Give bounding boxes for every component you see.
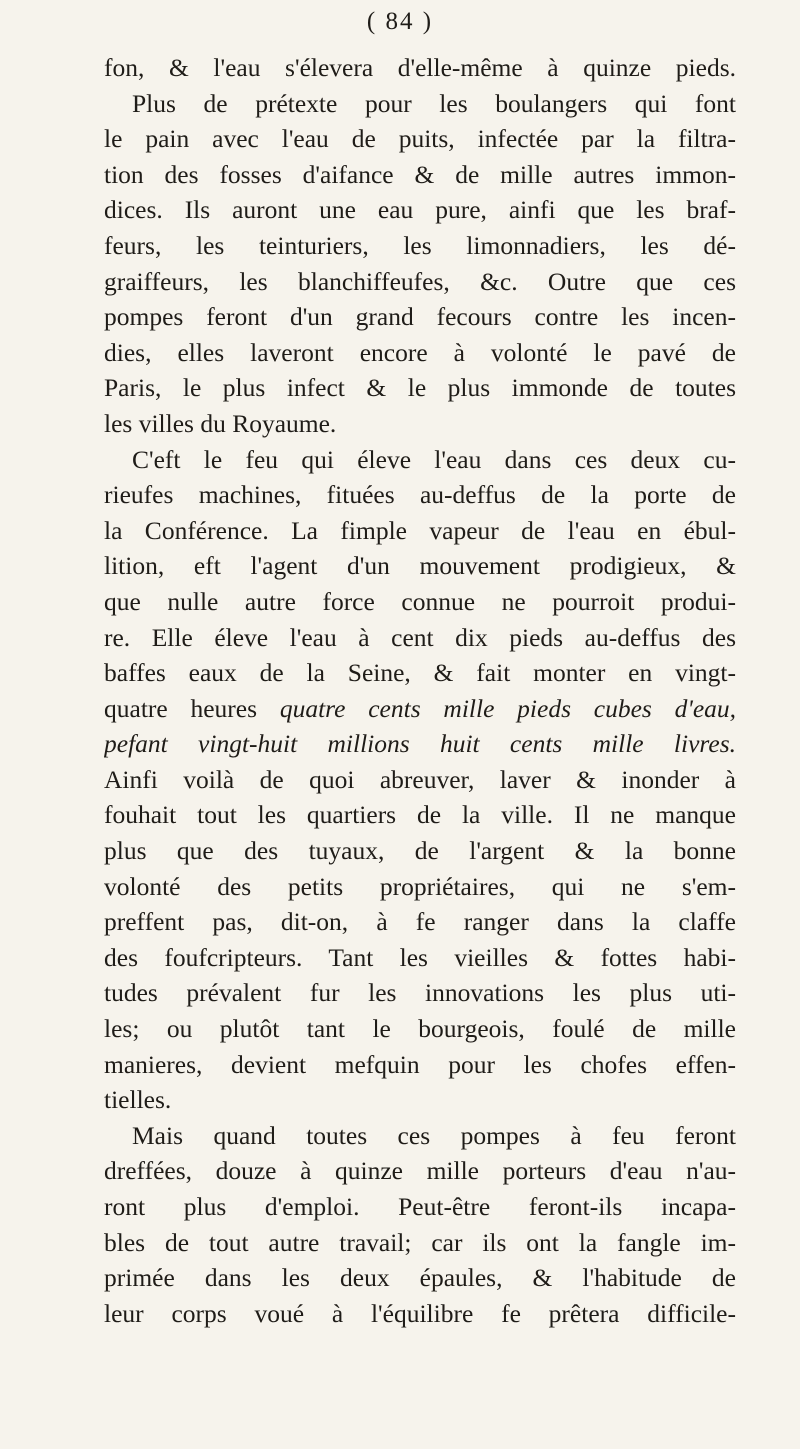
text-line: les; ou plutôt tant le bourgeois, foulé de mille <box>104 1014 736 1044</box>
text-line: les villes du Royaume. <box>104 408 337 438</box>
text-line: la Conférence. La fimple vapeur de l'eau en ébul- <box>104 515 736 545</box>
text-fragment: quatre heures <box>104 693 258 723</box>
italic-fragment: quatre cents mille pieds cubes d'eau, <box>279 693 736 723</box>
text-line: tielles. <box>104 1085 172 1115</box>
text-line: primée dans les deux épaules, & l'habitude de <box>104 1263 736 1293</box>
text-line: fouhait tout les quartiers de la ville. Il ne manque <box>104 800 736 830</box>
text-line: fon, & l'eau s'élevera d'elle-même à quinze pieds. <box>104 53 736 82</box>
text-line: dreffées, douze à quinze mille porteurs d'eau n'au- <box>104 1156 736 1186</box>
text-line: re. Elle éleve l'eau à cent dix pieds au-deffus des <box>104 622 736 652</box>
text-line: manieres, devient mefquin pour les chofes effen- <box>104 1049 736 1079</box>
text-line: plus que des tuyaux, de l'argent & la bonne <box>104 836 736 866</box>
text-line: pompes feront d'un grand fecours contre les incen- <box>104 302 736 332</box>
text-line: Ainfi voilà de quoi abreuver, laver & inonder à <box>104 764 736 794</box>
text-line: le pain avec l'eau de puits, infectée par la filtra- <box>104 124 736 154</box>
text-line: bles de tout autre travail; car ils ont la fangle im- <box>104 1227 736 1257</box>
page-number: ( 84 ) <box>366 8 434 35</box>
text-line: ront plus d'emploi. Peut-être feront-ils incapa- <box>104 1192 736 1221</box>
text-line: graiffeurs, les blanchiffeufes, &c. Outre que ces <box>104 266 736 296</box>
text-line: rieufes machines, fituées au-deffus de la porte de <box>104 480 736 510</box>
body-text <box>104 50 736 1331</box>
text-line: leur corps voué à l'équilibre fe prêtera difficile- <box>104 1298 736 1328</box>
text-line: volonté des petits propriétaires, qui ne s'em- <box>104 871 736 901</box>
text-line-mixed <box>104 691 736 727</box>
text-line: que nulle autre force connue ne pourroit produi- <box>104 586 736 616</box>
text-line: tudes prévalent fur les innovations les plus uti- <box>104 978 736 1008</box>
text-line: baffes eaux de la Seine, & fait monter en vingt- <box>104 658 736 688</box>
text-line: Paris, le plus infect & le plus immonde de toutes <box>104 373 736 403</box>
text-line: des foufcripteurs. Tant les vieilles & fottes habi- <box>104 942 736 972</box>
text-line: Plus de prétexte pour les boulangers qui font <box>132 88 736 118</box>
text-line: dies, elles laveront encore à volonté le pavé de <box>104 337 736 367</box>
text-line: C'eft le feu qui éleve l'eau dans ces deux cu- <box>132 444 736 474</box>
text-line-italic: pefant vingt-huit millions huit cents mille livres. <box>104 729 736 759</box>
text-line: tion des fosses d'aifance & de mille autres immon- <box>104 159 736 189</box>
text-line: Mais quand toutes ces pompes à feu feront <box>132 1120 736 1150</box>
text-line: feurs, les teinturiers, les limonnadiers, les dé- <box>104 230 736 260</box>
text-line: lition, eft l'agent d'un mouvement prodigieux, & <box>104 551 736 581</box>
text-line: preffent pas, dit-on, à fe ranger dans la claffe <box>104 907 736 937</box>
text-line: dices. Ils auront une eau pure, ainfi que les braf- <box>104 195 736 225</box>
